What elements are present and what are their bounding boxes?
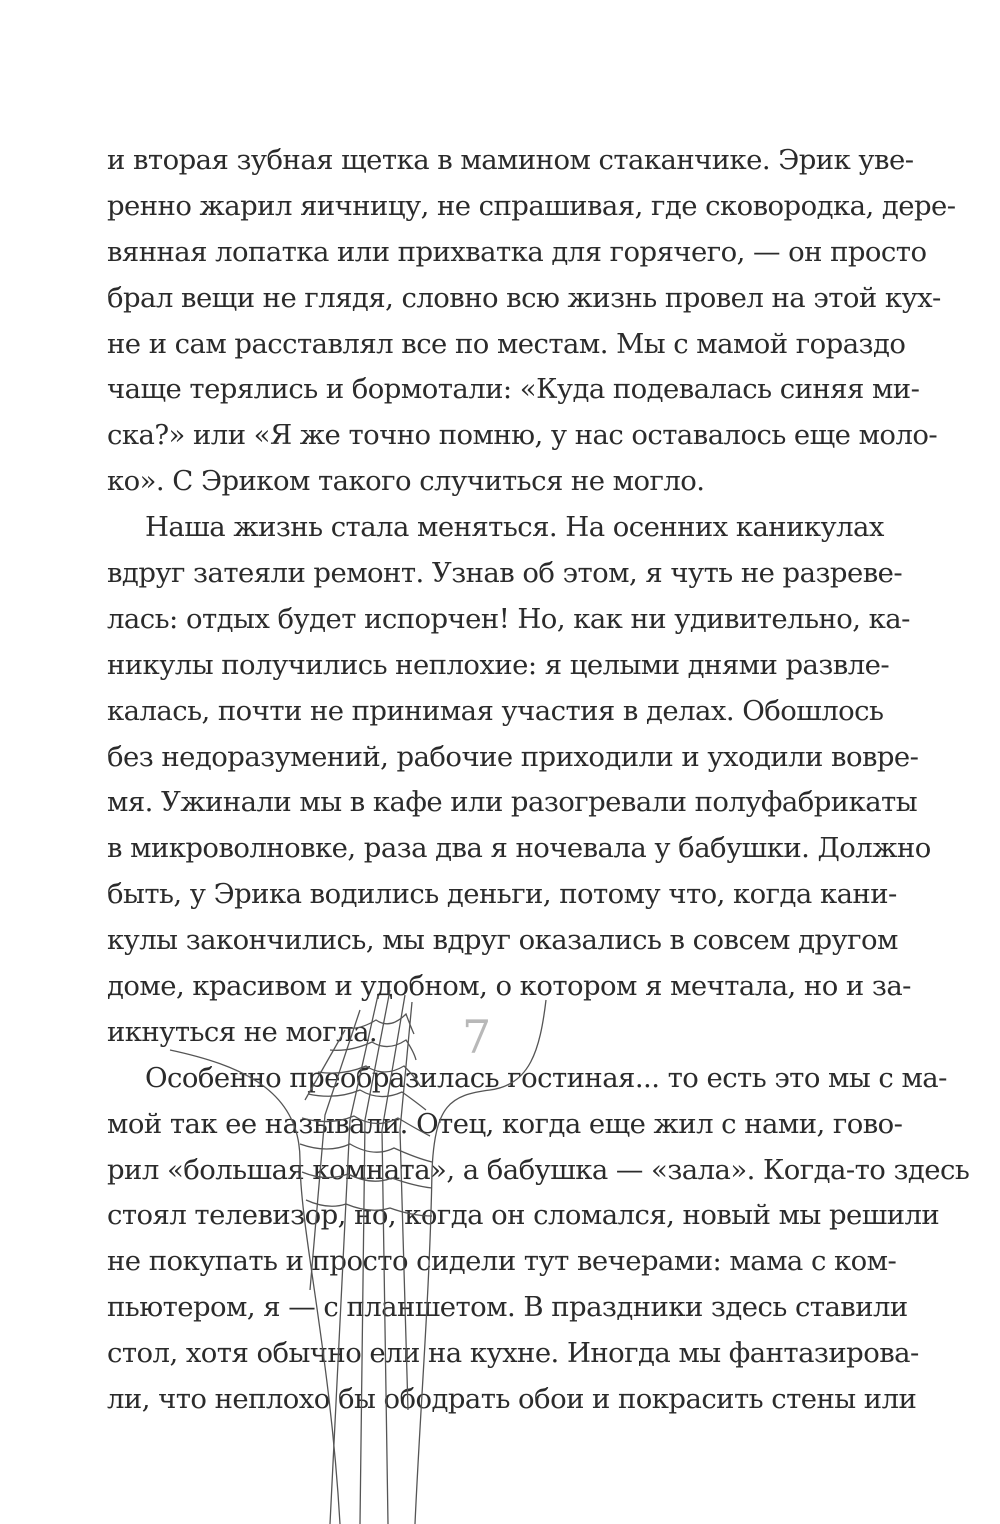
text-line: Особенно преобразилась гостиная... то есть это мы с ма- bbox=[145, 1061, 947, 1094]
text-line: мой так ее называли. Отец, когда еще жил с нами, гово- bbox=[107, 1107, 903, 1140]
text-line: быть, у Эрика водились деньги, потому что, когда кани- bbox=[107, 878, 897, 911]
text-line: доме, красивом и удобном, о котором я мечтала, но и за- bbox=[107, 970, 911, 1003]
paragraph bbox=[107, 138, 956, 505]
text-line: стол, хотя обычно ели на кухне. Иногда мы фантазирова- bbox=[107, 1337, 919, 1370]
text-line: кулы закончились, мы вдруг оказались в совсем другом bbox=[107, 924, 898, 957]
text-line: вянная лопатка или прихватка для горячего, — он просто bbox=[107, 235, 927, 268]
text-line: никулы получились неплохие: я целыми днями развле- bbox=[107, 648, 890, 681]
text-line: Наша жизнь стала меняться. На осенних каникулах bbox=[145, 511, 884, 544]
page-number: 7 bbox=[462, 1010, 492, 1064]
text-line: икнуться не могла. bbox=[107, 1015, 378, 1048]
text-line: калась, почти не принимая участия в делах. Обошлось bbox=[107, 694, 884, 727]
text-line: брал вещи не глядя, словно всю жизнь провел на этой кух- bbox=[107, 281, 941, 314]
text-line: ренно жарил яичницу, не спрашивая, где сковородка, дере- bbox=[107, 189, 956, 222]
text-line: пьютером, я — с планшетом. В праздники здесь ставили bbox=[107, 1291, 908, 1324]
text-line: мя. Ужинали мы в кафе или разогревали полуфабрикаты bbox=[107, 786, 918, 819]
text-line: в микроволновке, раза два я ночевала у бабушки. Должно bbox=[107, 832, 931, 865]
text-line: ли, что неплохо бы ободрать обои и покрасить стены или bbox=[107, 1383, 917, 1416]
spiderweb-icon bbox=[150, 990, 570, 1524]
text-line: ска?» или «Я же точно помню, у нас оставалось еще моло- bbox=[107, 419, 938, 452]
text-line: ко». С Эриком такого случиться не могло. bbox=[107, 465, 705, 498]
text-line: чаще терялись и бормотали: «Куда подевалась синяя ми- bbox=[107, 373, 920, 406]
text-line: без недоразумений, рабочие приходили и уходили вовре- bbox=[107, 740, 919, 773]
text-line: вдруг затеяли ремонт. Узнав об этом, я чуть не разреве- bbox=[107, 557, 903, 590]
text-line: лась: отдых будет испорчен! Но, как ни удивительно, ка- bbox=[107, 602, 910, 635]
text-line: рил «большая комната», а бабушка — «зала». Когда-то здесь bbox=[107, 1153, 970, 1186]
text-line: не покупать и просто сидели тут вечерами: мама с ком- bbox=[107, 1245, 897, 1278]
text-line: стоял телевизор, но, когда он сломался, новый мы решили bbox=[107, 1199, 940, 1232]
text-line: и вторая зубная щетка в мамином стаканчике. Эрик уве- bbox=[107, 144, 914, 176]
text-line: не и сам расставлял все по местам. Мы с мамой гораздо bbox=[107, 327, 906, 360]
paragraph bbox=[107, 505, 931, 1056]
